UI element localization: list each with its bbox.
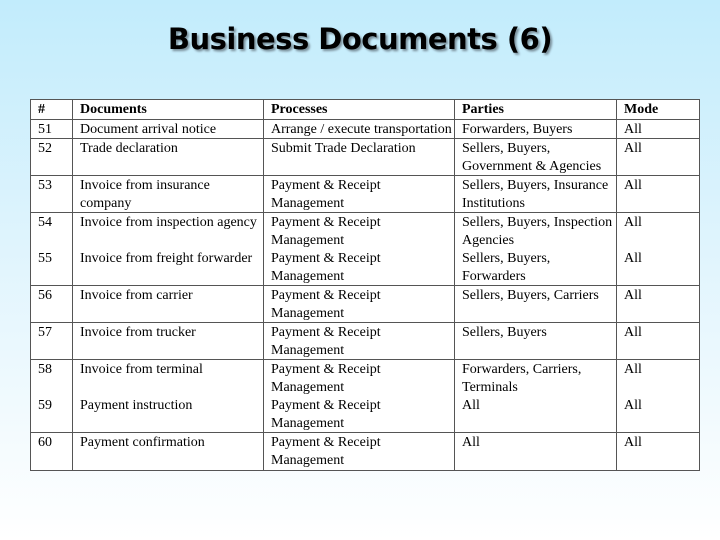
- cell-number: 54: [31, 213, 73, 250]
- cell-document: Invoice from inspection agency: [73, 213, 264, 250]
- table-row: [31, 286, 700, 323]
- cell-process: Payment & Receipt Management: [264, 176, 455, 213]
- cell-parties: Sellers, Buyers, Carriers: [455, 286, 617, 323]
- cell-number: 53: [31, 176, 73, 213]
- cell-number: 60: [31, 433, 73, 471]
- cell-process: Submit Trade Declaration: [264, 139, 455, 176]
- cell-parties: Forwarders, Carriers, Terminals: [455, 360, 617, 397]
- cell-process: Payment & Receipt Management: [264, 323, 455, 360]
- cell-document: Invoice from trucker: [73, 323, 264, 360]
- cell-number: 58: [31, 360, 73, 397]
- column-header-processes: Processes: [264, 100, 455, 120]
- table-row: [31, 323, 700, 360]
- cell-process: Payment & Receipt Management: [264, 433, 455, 471]
- cell-mode: All: [617, 176, 700, 213]
- table-row: [31, 139, 700, 176]
- column-header-mode: Mode: [617, 100, 700, 120]
- column-header-parties: Parties: [455, 100, 617, 120]
- cell-document: Invoice from freight forwarder: [73, 249, 264, 286]
- cell-parties: Sellers, Buyers, Inspection Agencies: [455, 213, 617, 250]
- cell-number: 57: [31, 323, 73, 360]
- cell-document: Payment instruction: [73, 396, 264, 433]
- cell-document: Invoice from insurance company: [73, 176, 264, 213]
- cell-process: Payment & Receipt Management: [264, 396, 455, 433]
- documents-table: [30, 99, 700, 471]
- cell-mode: All: [617, 286, 700, 323]
- table-row: [31, 360, 700, 397]
- cell-mode: All: [617, 360, 700, 397]
- cell-parties: All: [455, 396, 617, 433]
- table-row: [31, 176, 700, 213]
- cell-number: 52: [31, 139, 73, 176]
- cell-number: 59: [31, 396, 73, 433]
- cell-parties: All: [455, 433, 617, 471]
- table-row: [31, 249, 700, 286]
- cell-parties: Sellers, Buyers: [455, 323, 617, 360]
- cell-number: 51: [31, 119, 73, 139]
- cell-mode: All: [617, 139, 700, 176]
- cell-process: Payment & Receipt Management: [264, 286, 455, 323]
- cell-parties: Sellers, Buyers, Government & Agencies: [455, 139, 617, 176]
- page-title: Business Documents (6): [167, 22, 553, 56]
- cell-parties: Forwarders, Buyers: [455, 119, 617, 139]
- table-header-row: [31, 100, 700, 120]
- cell-document: Payment confirmation: [73, 433, 264, 471]
- cell-mode: All: [617, 119, 700, 139]
- cell-process: Arrange / execute transportation: [264, 119, 455, 139]
- cell-process: Payment & Receipt Management: [264, 360, 455, 397]
- cell-document: Invoice from terminal: [73, 360, 264, 397]
- cell-document: Invoice from carrier: [73, 286, 264, 323]
- cell-mode: All: [617, 323, 700, 360]
- cell-mode: All: [617, 213, 700, 250]
- cell-document: Document arrival notice: [73, 119, 264, 139]
- cell-parties: Sellers, Buyers, Insurance Institutions: [455, 176, 617, 213]
- table-row: [31, 396, 700, 433]
- cell-number: 56: [31, 286, 73, 323]
- cell-document: Trade declaration: [73, 139, 264, 176]
- cell-mode: All: [617, 249, 700, 286]
- column-header-number: #: [31, 100, 73, 120]
- column-header-documents: Documents: [73, 100, 264, 120]
- table-row: [31, 119, 700, 139]
- cell-mode: All: [617, 396, 700, 433]
- table-row: [31, 213, 700, 250]
- cell-process: Payment & Receipt Management: [264, 249, 455, 286]
- cell-parties: Sellers, Buyers, Forwarders: [455, 249, 617, 286]
- table-row: [31, 433, 700, 471]
- cell-number: 55: [31, 249, 73, 286]
- cell-process: Payment & Receipt Management: [264, 213, 455, 250]
- cell-mode: All: [617, 433, 700, 471]
